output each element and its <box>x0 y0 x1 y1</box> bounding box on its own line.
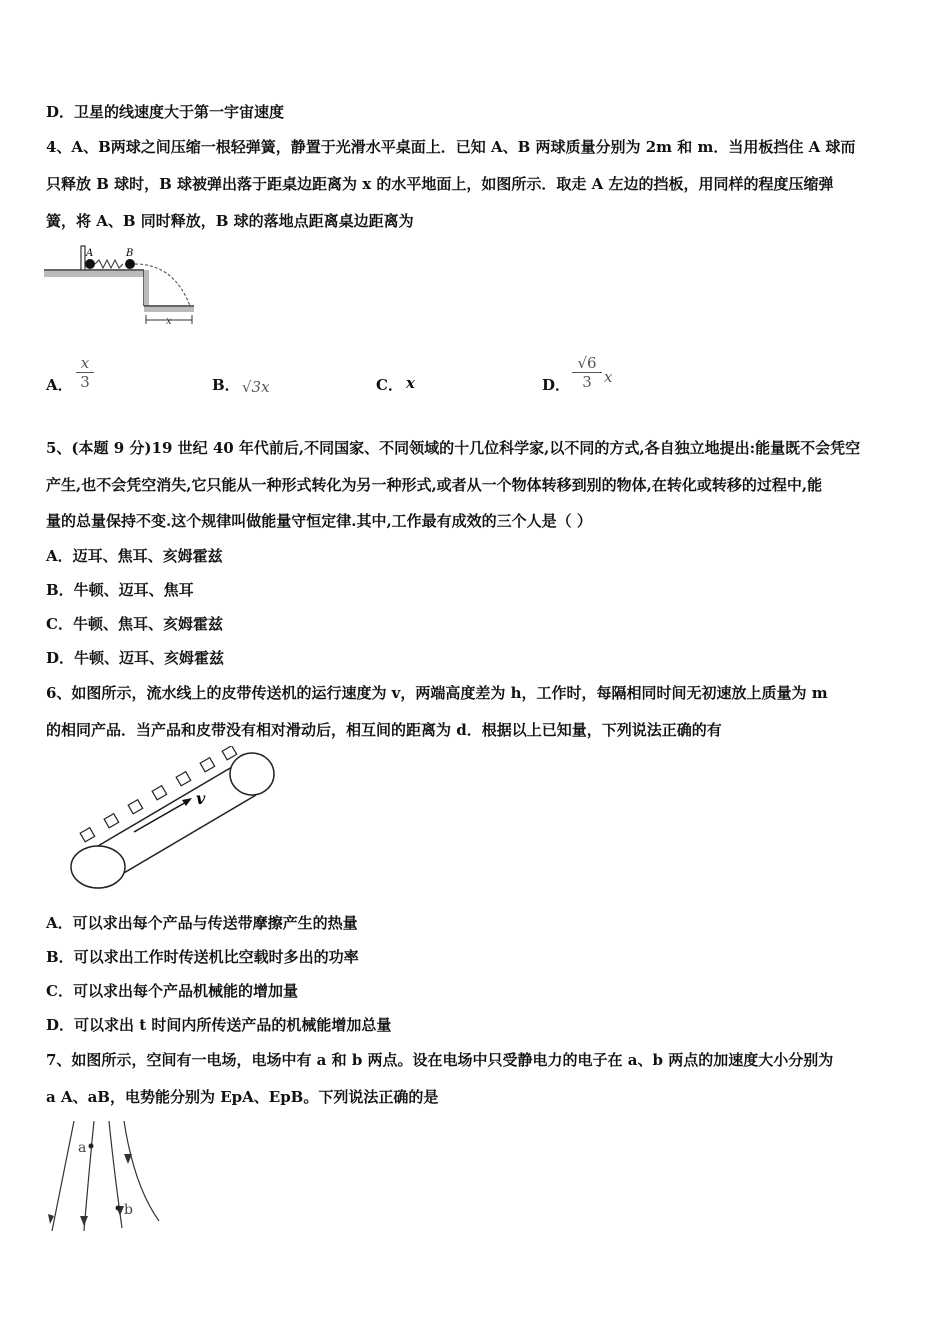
q5-stem-line1: 5、(本题 9 分)19 世纪 40 年代前后,不同国家、不同领域的十几位科学家,以不同的方式,各自独立地提出:能量既不会凭空 <box>46 439 861 457</box>
q4-option-a-numerator: x <box>76 354 94 373</box>
q4-fig-label-x: x <box>166 316 172 327</box>
q4-option-d-x: x <box>604 368 613 386</box>
q6-option-b: B．可以求出工作时传送机比空载时多出的功率 <box>46 948 359 966</box>
q6-stem-line2: 的相同产品．当产品和皮带没有相对滑动后，相互间的距离为 d．根据以上已知量，下列说法正确的有 <box>46 721 722 739</box>
q5-stem-line3: 量的总量保持不变.这个规律叫做能量守恒定律.其中,工作最有成效的三个人是（ ） <box>46 512 592 530</box>
q6-option-c: C．可以求出每个产品机械能的增加量 <box>46 982 298 1000</box>
q4-options <box>46 352 646 412</box>
q7-field-lines-figure <box>44 1116 174 1236</box>
q4-option-a-denominator: 3 <box>80 373 90 391</box>
q7-stem-line2: a A、aB，电势能分别为 EpA、EpB。下列说法正确的是 <box>46 1088 439 1106</box>
q4-fig-label-b: B <box>126 248 134 259</box>
q4-option-d-numerator: √6 <box>572 354 602 373</box>
q4-stem-line2: 只释放 B 球时，B 球被弹出落于距桌边距离为 x 的水平地面上，如图所示．取走 A 左边的挡板，用同样的程度压缩弹 <box>46 175 834 193</box>
q4-spring-figure <box>44 238 204 328</box>
q6-option-d: D．可以求出 t 时间内所传送产品的机械能增加总量 <box>46 1016 392 1034</box>
q4-fig-label-a: A <box>86 248 94 259</box>
q3-option-d: D．卫星的线速度大于第一宇宙速度 <box>46 103 285 121</box>
q4-option-b-label: B． <box>212 376 240 394</box>
q4-stem-line3: 簧，将 A、B 同时释放，B 球的落地点距离桌边距离为 <box>46 212 414 230</box>
q4-option-c-label: C． <box>376 376 403 394</box>
q5-stem-line2: 产生,也不会凭空消失,它只能从一种形式转化为另一种形式,或者从一个物体转移到别的物体,在转化或转移的过程中,能 <box>46 476 823 494</box>
q6-fig-label-v: v <box>196 789 206 808</box>
q4-option-d-denominator: 3 <box>582 373 592 391</box>
q4-option-a-fraction <box>76 354 94 391</box>
q7-fig-label-a: a <box>78 1140 87 1156</box>
q5-option-d: D．牛顿、迈耳、亥姆霍兹 <box>46 649 225 667</box>
q4-option-d-fraction <box>572 354 602 391</box>
q7-stem-line1: 7、如图所示，空间有一电场，电场中有 a 和 b 两点。设在电场中只受静电力的电子在 a、b 两点的加速度大小分别为 <box>46 1051 834 1069</box>
q4-option-c-value: x <box>406 374 415 392</box>
q7-fig-label-b: b <box>124 1202 133 1218</box>
q5-option-c: C．牛顿、焦耳、亥姆霍兹 <box>46 615 223 633</box>
q5-option-b: B．牛顿、迈耳、焦耳 <box>46 581 194 599</box>
q4-stem-line1: 4、A、B两球之间压缩一根轻弹簧，静置于光滑水平桌面上．已知 A、B 两球质量分别为 2m 和 m．当用板挡住 A 球而 <box>46 138 856 156</box>
q5-option-a: A．迈耳、焦耳、亥姆霍兹 <box>46 547 223 565</box>
q4-option-b-value: √3x <box>242 378 270 396</box>
q6-stem-line1: 6、如图所示，流水线上的皮带传送机的运行速度为 v，两端高度差为 h，工作时，每隔相同时间无初速放上质量为 m <box>46 684 828 702</box>
q6-option-a: A．可以求出每个产品与传送带摩擦产生的热量 <box>46 914 358 932</box>
q4-option-d-label: D． <box>542 376 571 394</box>
q6-conveyor-figure <box>64 746 284 896</box>
q4-option-a-label: A． <box>46 376 73 394</box>
